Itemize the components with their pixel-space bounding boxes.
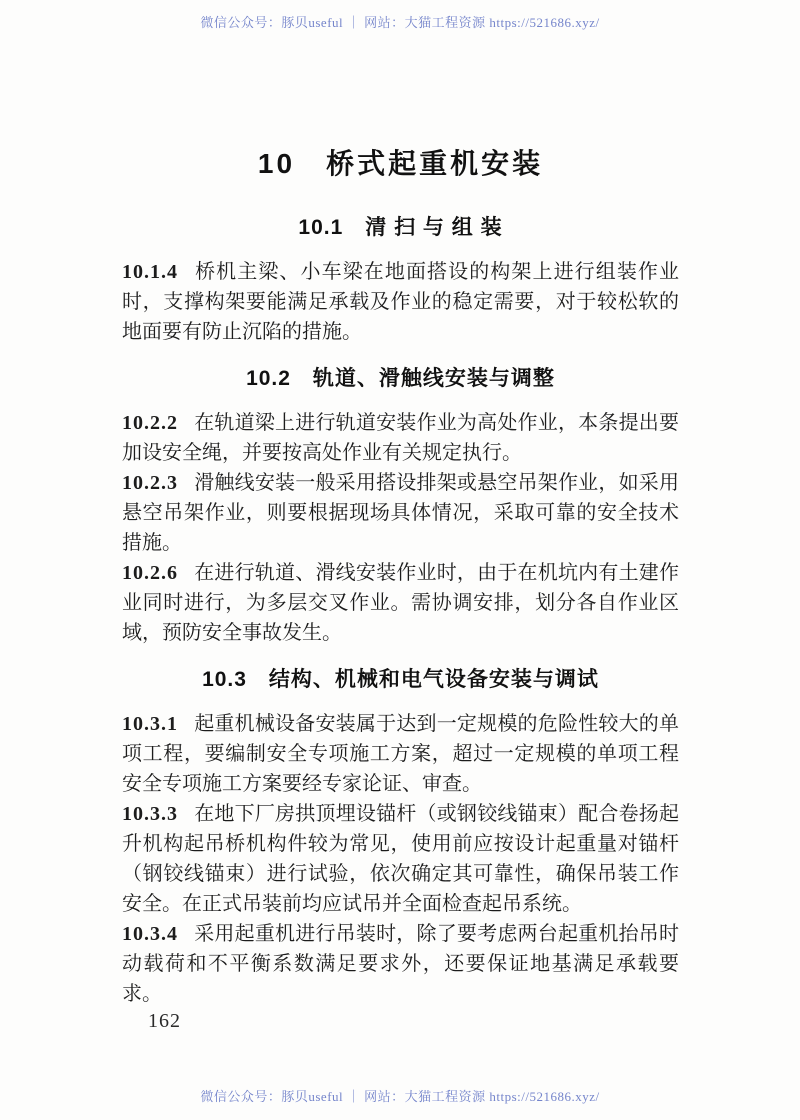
clause-10-2-6: [122, 558, 679, 648]
watermark-top: 微信公众号：豚贝useful ｜ 网站：大猫工程资源 https://521686.xyz/: [200, 15, 600, 30]
section-heading-10-3: 10.3 结构、机械和电气设备安装与调试: [202, 668, 599, 691]
watermark-bottom: 微信公众号：豚贝useful ｜ 网站：大猫工程资源 https://521686.xyz/: [200, 1089, 600, 1104]
page-content: [122, 147, 679, 1009]
clause-10-3-3: [122, 799, 679, 919]
chapter-title: 10 桥式起重机安装: [257, 148, 544, 179]
clause-text: 在轨道梁上进行轨道安装作业为高处作业，本条提出要加设安全绳，并要按高处作业有关规定执行。: [122, 412, 679, 464]
clause-10-3-4: [122, 919, 679, 1009]
clause-10-1-4: [122, 257, 679, 347]
clause-text: 桥机主梁、小车梁在地面搭设的构架上进行组装作业时，支撑构架要能满足承载及作业的稳定需要，对于较松软的地面要有防止沉陷的措施。: [122, 261, 679, 343]
clause-text: 在进行轨道、滑线安装作业时，由于在机坑内有土建作业同时进行，为多层交叉作业。需协调安排，划分各自作业区域，预防安全事故发生。: [122, 562, 679, 644]
clause-text: 在地下厂房拱顶埋设锚杆（或钢铰线锚束）配合卷扬起升机构起吊桥机构件较为常见，使用前应按设计起重量对锚杆（钢铰线锚束）进行试验，依次确定其可靠性，确保吊装工作安全。在正式吊装前均应试吊并全面检查起吊系统。: [122, 803, 679, 915]
clause-number: 10.3.3: [122, 803, 178, 825]
clause-text: 起重机械设备安装属于达到一定规模的危险性较大的单项工程，要编制安全专项施工方案，超过一定规模的单项工程安全专项施工方案要经专家论证、审查。: [122, 713, 679, 795]
clause-text: 滑触线安装一般采用搭设排架或悬空吊架作业，如采用悬空吊架作业，则要根据现场具体情况，采取可靠的安全技术措施。: [122, 472, 679, 554]
clause-number: 10.3.4: [122, 923, 178, 945]
clause-number: 10.3.1: [122, 713, 178, 735]
clause-text: 采用起重机进行吊装时，除了要考虑两台起重机抬吊时动载荷和不平衡系数满足要求外，还要保证地基满足承载要求。: [122, 923, 679, 1005]
clause-number: 10.2.3: [122, 472, 178, 494]
clause-number: 10.2.2: [122, 412, 178, 434]
section-heading-10-1: 10.1 清 扫 与 组 装: [298, 216, 503, 239]
clause-number: 10.2.6: [122, 562, 178, 584]
clause-10-2-3: [122, 468, 679, 558]
clause-10-2-2: [122, 408, 679, 468]
clause-10-3-1: [122, 709, 679, 799]
section-heading-10-2: 10.2 轨道、滑触线安装与调整: [246, 367, 555, 390]
page-number: 162: [148, 1010, 181, 1032]
clause-number: 10.1.4: [122, 261, 178, 283]
